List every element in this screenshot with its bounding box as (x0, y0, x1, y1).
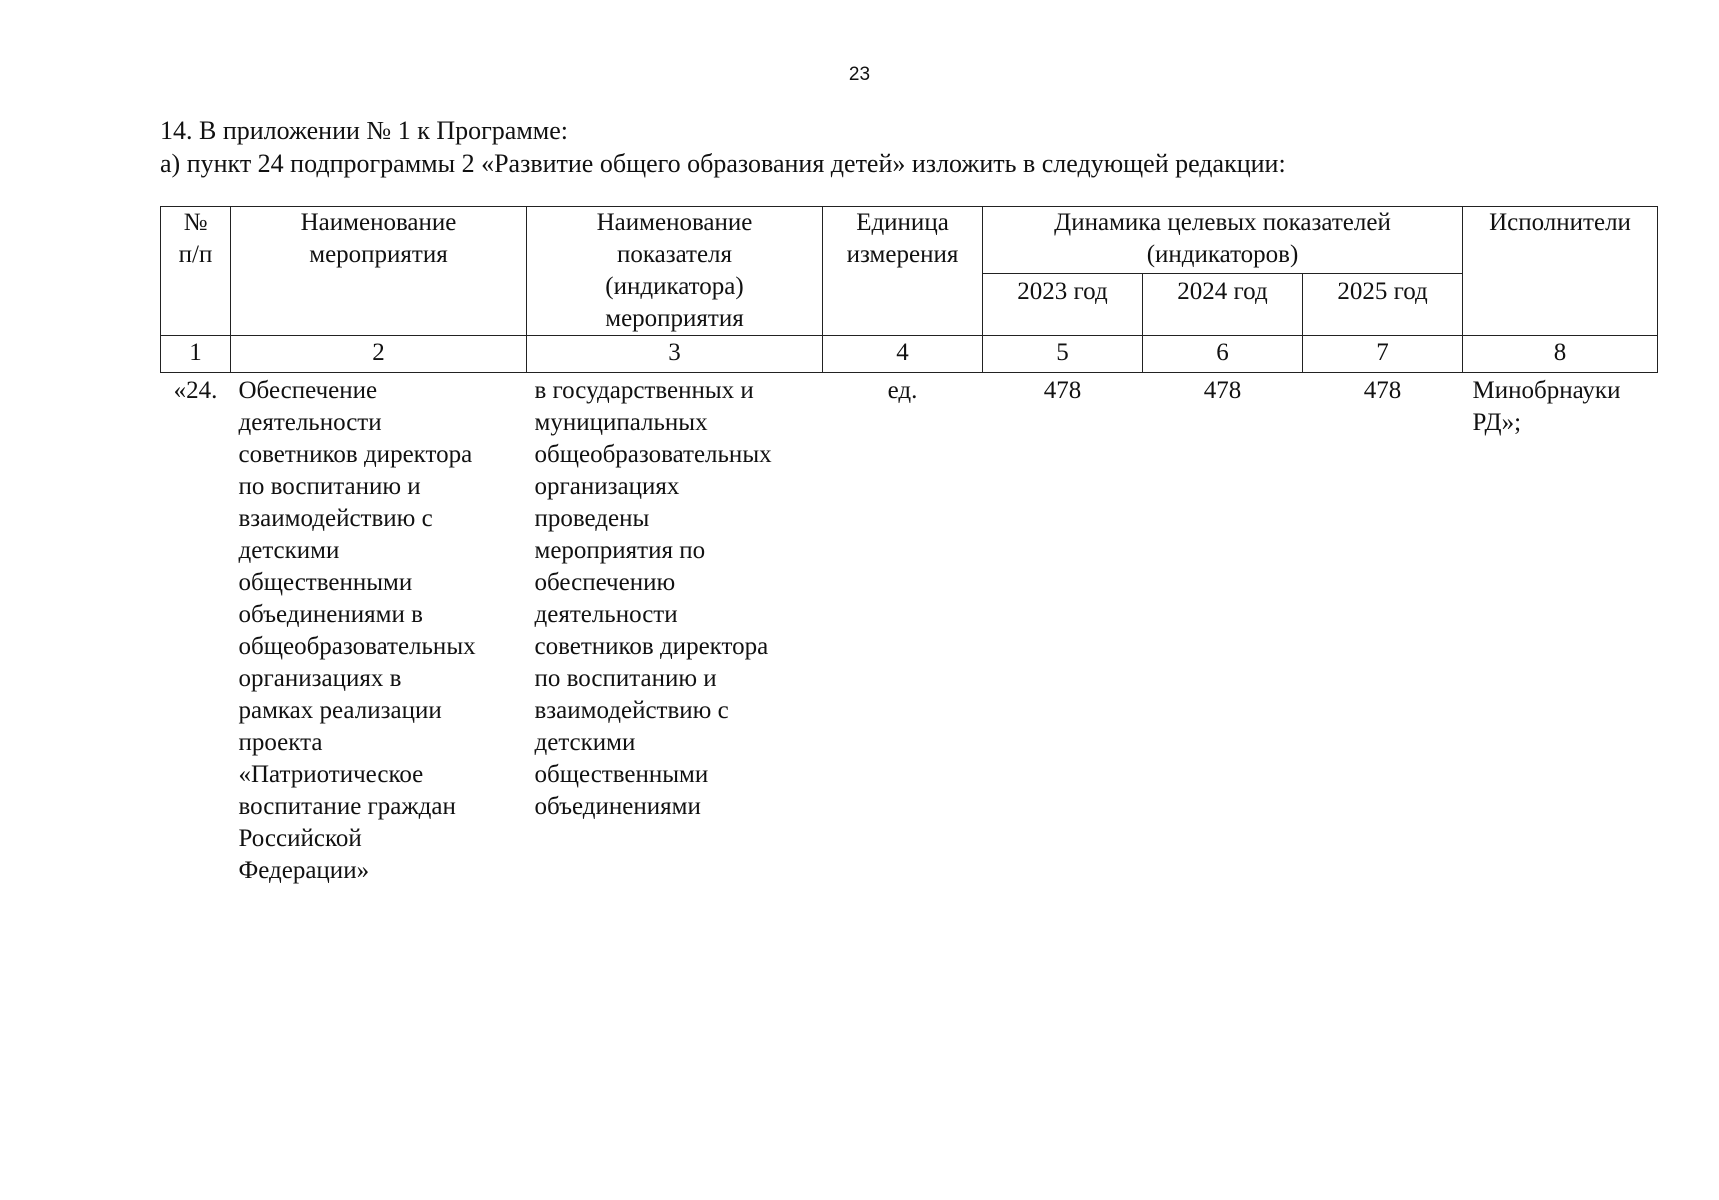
column-number: 2 (231, 336, 527, 373)
column-number: 6 (1143, 336, 1303, 373)
column-number: 4 (823, 336, 983, 373)
row-unit: ед. (887, 377, 918, 404)
column-number: 8 (1463, 336, 1658, 373)
header-no: № п/п (161, 207, 231, 336)
row-value-2024: 478 (1203, 377, 1242, 404)
header-event-name: Наименование мероприятия (231, 207, 527, 336)
header-year-2024: 2024 год (1143, 273, 1303, 335)
intro-line-1: 14. В приложении № 1 к Программе: (160, 116, 568, 145)
row-number: «24. (173, 377, 218, 404)
header-indicator-name: Наименование показателя (индикатора) мероприятия (527, 207, 823, 336)
table-row (161, 373, 1658, 889)
row-value-2023: 478 (1043, 377, 1082, 404)
intro-line-2: а) пункт 24 подпрограммы 2 «Развитие общего образования детей» изложить в следующей редакции: (160, 149, 1286, 178)
column-number-row (161, 336, 1658, 373)
header-year-2025: 2025 год (1303, 273, 1463, 335)
header-unit: Единица измерения (823, 207, 983, 336)
row-indicator-name: в государственных и муниципальных общеобразовательных организациях проведены мероприятия по обеспечению деятельности советников директора по воспитанию и взаимодействию с детскими общественными объединениями (534, 377, 772, 820)
column-number: 3 (527, 336, 823, 373)
header-dynamics: Динамика целевых показателей (индикаторов) (983, 207, 1463, 274)
header-row-1 (161, 207, 1658, 274)
row-executors: Минобрнауки РД»; (1472, 377, 1621, 436)
row-event-name: Обеспечение деятельности советников директора по воспитанию и взаимодействию с детскими общественными объединениями в общеобразовательных организациях в рамках реализации проекта «Патриотическое воспитание граждан Российской Федерации» (238, 377, 476, 884)
column-number: 7 (1303, 336, 1463, 373)
column-number: 5 (983, 336, 1143, 373)
header-year-2023: 2023 год (983, 273, 1143, 335)
indicators-table (160, 206, 1658, 888)
intro-text (160, 114, 1286, 180)
row-value-2025: 478 (1363, 377, 1402, 404)
column-number: 1 (161, 336, 231, 373)
header-executors: Исполнители (1463, 207, 1658, 336)
page-number: 23 (848, 64, 871, 85)
